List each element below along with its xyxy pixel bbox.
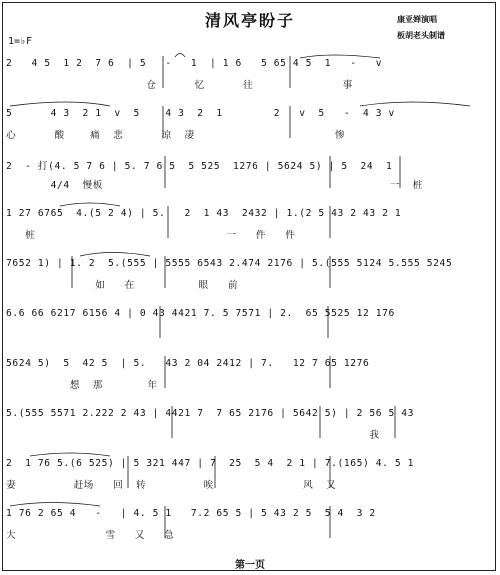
- notation-line: 1 27 6765 4.(5 2 4) | 5. 2 1 43 2432 | 1.(2 5 43 2 43 2 1: [6, 208, 402, 219]
- slur: [360, 102, 470, 106]
- transcriber-credit: 板胡老头制谱: [397, 30, 445, 40]
- staff-row-7-marks: [0, 348, 500, 404]
- page-number: 第一页: [235, 560, 265, 571]
- staff-row-3: [0, 148, 500, 204]
- staff-row-3-marks: [0, 148, 500, 204]
- lyric-line: 想 那 年: [6, 380, 158, 391]
- staff-row-2-marks: [0, 98, 500, 154]
- staff-row-8: [0, 398, 500, 454]
- notation-line: 5 4 3 2 1 v 5 4 3 2 1 2 v 5 - 4 3 v: [6, 108, 395, 119]
- staff-row-9: [0, 448, 500, 504]
- lyric-line: 大 雪 又 急: [6, 530, 175, 541]
- song-title: 清风亭盼子: [204, 11, 295, 30]
- staff-row-5: [0, 248, 500, 304]
- staff-row-10-marks: [0, 498, 500, 554]
- staff-row-1: [0, 48, 500, 104]
- slur: [80, 253, 150, 257]
- notation-line: 5.(555 5571 2.222 2 43 | 4421 7 7 65 2176 | 5642 5) | 2 56 5 43: [6, 408, 415, 419]
- staff-row-2: [0, 98, 500, 154]
- staff-row-5-marks: [0, 248, 500, 304]
- lyric-line: 仓 忆 往 事: [6, 80, 353, 91]
- lyric-line: 心 酸 痛 悲 凉 凄 惨: [6, 130, 346, 141]
- notation-line: 6.6 66 6217 6156 4 | 0 43 4421 7. 5 7571 | 2. 65 5525 12 176: [6, 308, 395, 319]
- staff-row-10: [0, 498, 500, 554]
- lyric-line: 4/4 慢板 一 桩: [6, 180, 423, 191]
- staff-row-6-marks: [0, 298, 500, 354]
- singer-credit: 康亚婵演唱: [397, 14, 437, 24]
- notation-line: 7652 1) | 1. 2 5.(555 | 5555 6543 2.474 2176 | 5.(555 5124 5.555 5245: [6, 258, 453, 269]
- slur: [10, 503, 100, 507]
- lyric-line: 我: [6, 430, 380, 441]
- slur: [30, 453, 110, 456]
- staff-row-6: [0, 298, 500, 354]
- lyric-line: 妻 赶场 回 转 唉 风 又: [6, 480, 337, 491]
- slur: [10, 102, 110, 106]
- key-signature: 1=♭F: [8, 36, 33, 47]
- notation-line: 2 - 打(4. 5 7 6 | 5. 7 6 5 5 525 1276 | 5624 5) | 5 24 1: [6, 161, 393, 172]
- lyric-line: 桩 一 件 件: [6, 230, 296, 241]
- lyric-line: 如 在 眼 前: [6, 280, 239, 291]
- slur: [60, 203, 120, 206]
- fermata: [175, 54, 185, 58]
- notation-line: 5624 5) 5 42 5 | 5. 43 2 04 2412 | 7. 12 7 65 1276: [6, 358, 370, 369]
- notation-line: 2 1 76 5.(6 525) | 5 321 447 | 7 25 5 4 2 1 | 7.(165) 4. 5 1: [6, 458, 415, 469]
- staff-row-7: [0, 348, 500, 404]
- staff-row-4: [0, 198, 500, 254]
- staff-row-4-marks: [0, 198, 500, 254]
- staff-row-1-marks: [0, 48, 500, 104]
- notation-line: 1 76 2 65 4 - | 4. 5 1 7.2 65 5 | 5 43 2 5 5 4 3 2: [6, 508, 376, 519]
- notation-line: 2 4 5 1 2 7 6 | 5 - 1 | 1 6 5 65 4 5 1 - v: [6, 58, 383, 69]
- staff-row-9-marks: [0, 448, 500, 504]
- staff-row-8-marks: [0, 398, 500, 454]
